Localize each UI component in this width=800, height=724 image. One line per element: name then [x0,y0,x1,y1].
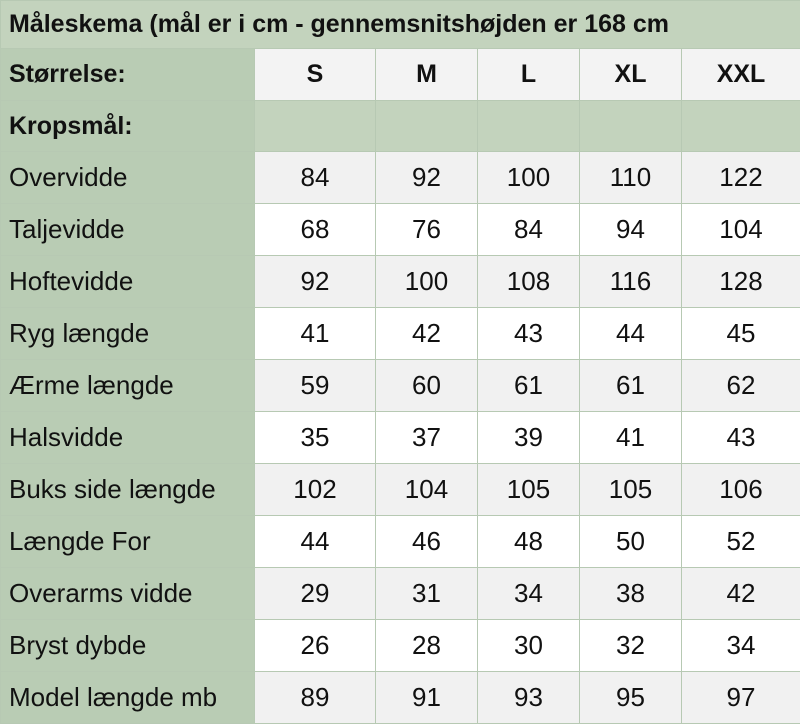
size-header-m: M [376,49,478,101]
row-label: Bryst dybde [1,620,255,672]
measurement-cell: 94 [580,204,682,256]
row-label: Overarms vidde [1,568,255,620]
table-row [1,464,800,516]
measurement-cell: 26 [255,620,376,672]
table-row [1,412,800,464]
measurement-cell: 37 [376,412,478,464]
measurement-cell: 105 [478,464,580,516]
row-label: Overvidde [1,152,255,204]
table-row [1,204,800,256]
table-row [1,360,800,412]
table-row [1,152,800,204]
section-label: Kropsmål: [1,101,255,152]
measurement-cell: 116 [580,256,682,308]
size-header-l: L [478,49,580,101]
measurement-cell: 42 [376,308,478,360]
table-row [1,256,800,308]
measurement-cell: 42 [682,568,800,620]
row-label: Model længde mb [1,672,255,724]
measurement-cell: 50 [580,516,682,568]
size-header-label: Størrelse: [1,49,255,101]
measurement-cell: 29 [255,568,376,620]
measurement-cell: 35 [255,412,376,464]
measurement-cell: 110 [580,152,682,204]
measurement-cell: 68 [255,204,376,256]
row-label: Hoftevidde [1,256,255,308]
measurement-cell: 30 [478,620,580,672]
measurement-cell: 102 [255,464,376,516]
measurement-cell: 43 [478,308,580,360]
measurement-cell: 100 [478,152,580,204]
table-row [1,516,800,568]
section-cell [682,101,800,152]
table-title: Måleskema (mål er i cm - gennemsnitshøjden er 168 cm [1,1,800,49]
row-label: Ryg længde [1,308,255,360]
measurement-cell: 92 [376,152,478,204]
size-header-xxl: XXL [682,49,800,101]
row-label: Halsvidde [1,412,255,464]
row-label: Buks side længde [1,464,255,516]
measurement-cell: 43 [682,412,800,464]
measurement-cell: 84 [255,152,376,204]
row-label: Taljevidde [1,204,255,256]
measurement-cell: 108 [478,256,580,308]
measurement-cell: 34 [682,620,800,672]
section-cell [376,101,478,152]
measurement-cell: 95 [580,672,682,724]
measurement-cell: 89 [255,672,376,724]
measurement-cell: 122 [682,152,800,204]
header-row [1,49,800,101]
measurement-cell: 46 [376,516,478,568]
measurement-cell: 41 [255,308,376,360]
section-cell [478,101,580,152]
measurement-cell: 105 [580,464,682,516]
measurement-cell: 61 [580,360,682,412]
row-label: Ærme længde [1,360,255,412]
measurement-cell: 48 [478,516,580,568]
size-header-xl: XL [580,49,682,101]
measurement-cell: 61 [478,360,580,412]
measurement-cell: 34 [478,568,580,620]
section-cell [580,101,682,152]
measurement-cell: 52 [682,516,800,568]
measurement-cell: 28 [376,620,478,672]
measurement-cell: 31 [376,568,478,620]
measurement-cell: 39 [478,412,580,464]
table-row [1,308,800,360]
measurement-cell: 44 [255,516,376,568]
measurement-cell: 41 [580,412,682,464]
measurement-cell: 59 [255,360,376,412]
table-row [1,620,800,672]
table-row [1,568,800,620]
measurement-cell: 92 [255,256,376,308]
title-row [1,1,800,49]
measurement-cell: 62 [682,360,800,412]
table-row [1,672,800,724]
size-header-s: S [255,49,376,101]
measurement-cell: 106 [682,464,800,516]
measurement-cell: 84 [478,204,580,256]
measurement-cell: 38 [580,568,682,620]
row-label: Længde For [1,516,255,568]
measurement-cell: 97 [682,672,800,724]
section-row [1,101,800,152]
measurement-cell: 104 [682,204,800,256]
measurement-cell: 45 [682,308,800,360]
measurement-cell: 91 [376,672,478,724]
measurement-cell: 93 [478,672,580,724]
measurement-cell: 100 [376,256,478,308]
measurement-cell: 76 [376,204,478,256]
measurement-cell: 60 [376,360,478,412]
measurement-cell: 32 [580,620,682,672]
measurement-cell: 104 [376,464,478,516]
measurement-cell: 128 [682,256,800,308]
measurement-cell: 44 [580,308,682,360]
section-cell [255,101,376,152]
